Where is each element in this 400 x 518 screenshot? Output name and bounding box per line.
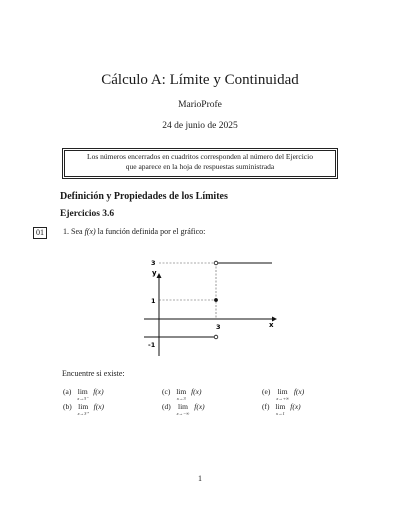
limit-item-b <box>63 402 104 416</box>
limit-function: f(x) <box>290 402 301 411</box>
notice-line-1: Los números encerrados en cuadritos corresponden al número del Ejercicio <box>87 152 313 161</box>
limit-operator: lim x→+∞ <box>276 387 289 401</box>
limit-function: f(x) <box>93 387 104 396</box>
limit-operator: lim x→−∞ <box>176 402 190 416</box>
limit-function: f(x) <box>93 402 105 411</box>
limit-subscript: x→1 <box>276 411 285 416</box>
limit-operator: lim x→3⁺ <box>77 402 89 416</box>
limit-item-a <box>63 387 104 401</box>
limit-item-f <box>262 402 301 416</box>
page-number: 1 <box>198 474 202 483</box>
limit-subscript: x→3⁺ <box>77 411 89 416</box>
limit-item-c <box>162 387 202 401</box>
open-point-right <box>214 261 218 265</box>
limit-function: f(x) <box>293 387 305 396</box>
notice-box <box>64 150 336 177</box>
limit-label: (c) <box>162 387 171 396</box>
limit-item-d <box>162 402 205 416</box>
limit-item-e <box>262 387 304 401</box>
limit-operator: lim x→3 <box>176 387 187 401</box>
tick-y-1: 1 <box>151 297 156 305</box>
limit-label: (a) <box>63 387 72 396</box>
limit-subscript: x→3 <box>176 396 186 401</box>
document-date: 24 de junio de 2025 <box>162 121 238 131</box>
x-axis-label: x <box>269 321 274 329</box>
limit-label: (b) <box>63 402 72 411</box>
section-heading: Definición y Propiedades de los Límites <box>60 191 228 202</box>
y-axis-arrow <box>157 273 162 278</box>
limit-subscript: x→+∞ <box>276 396 289 401</box>
tick-y-minus-1: -1 <box>148 341 156 349</box>
exercise-number-box: 01 <box>33 227 47 239</box>
limit-label: (d) <box>162 402 171 411</box>
subsection-heading: Ejercicios 3.6 <box>60 209 115 219</box>
y-axis-label: y <box>152 269 157 277</box>
notice-line-2: que aparece en la hoja de respuestas suministrada <box>125 162 275 171</box>
limit-subscript: x→−∞ <box>176 411 190 416</box>
limit-operator: lim x→1 <box>275 402 286 416</box>
closed-point <box>214 298 218 302</box>
limit-label: (e) <box>262 387 271 396</box>
limit-subscript: x→3⁻ <box>77 396 89 401</box>
limit-function: f(x) <box>194 402 205 411</box>
exercise-pre-text: Sea <box>71 227 83 236</box>
limit-label: (f) <box>262 402 270 411</box>
exercise-statement <box>63 227 205 236</box>
tick-y-3: 3 <box>151 259 156 267</box>
limits-prompt: Encuentre si existe: <box>62 369 125 378</box>
document-title: Cálculo A: Límite y Continuidad <box>101 72 299 88</box>
limit-function: f(x) <box>191 387 202 396</box>
document-author: MarioProfe <box>178 100 222 110</box>
function-graph <box>130 238 280 358</box>
exercise-post-text: la función definida por el gráfico: <box>97 227 206 236</box>
tick-x-3: 3 <box>216 323 221 331</box>
limit-operator: lim x→3⁻ <box>77 387 89 401</box>
exercise-function: f(x) <box>84 227 96 236</box>
exercise-number: 1. <box>63 227 69 236</box>
open-point-left <box>214 335 218 339</box>
